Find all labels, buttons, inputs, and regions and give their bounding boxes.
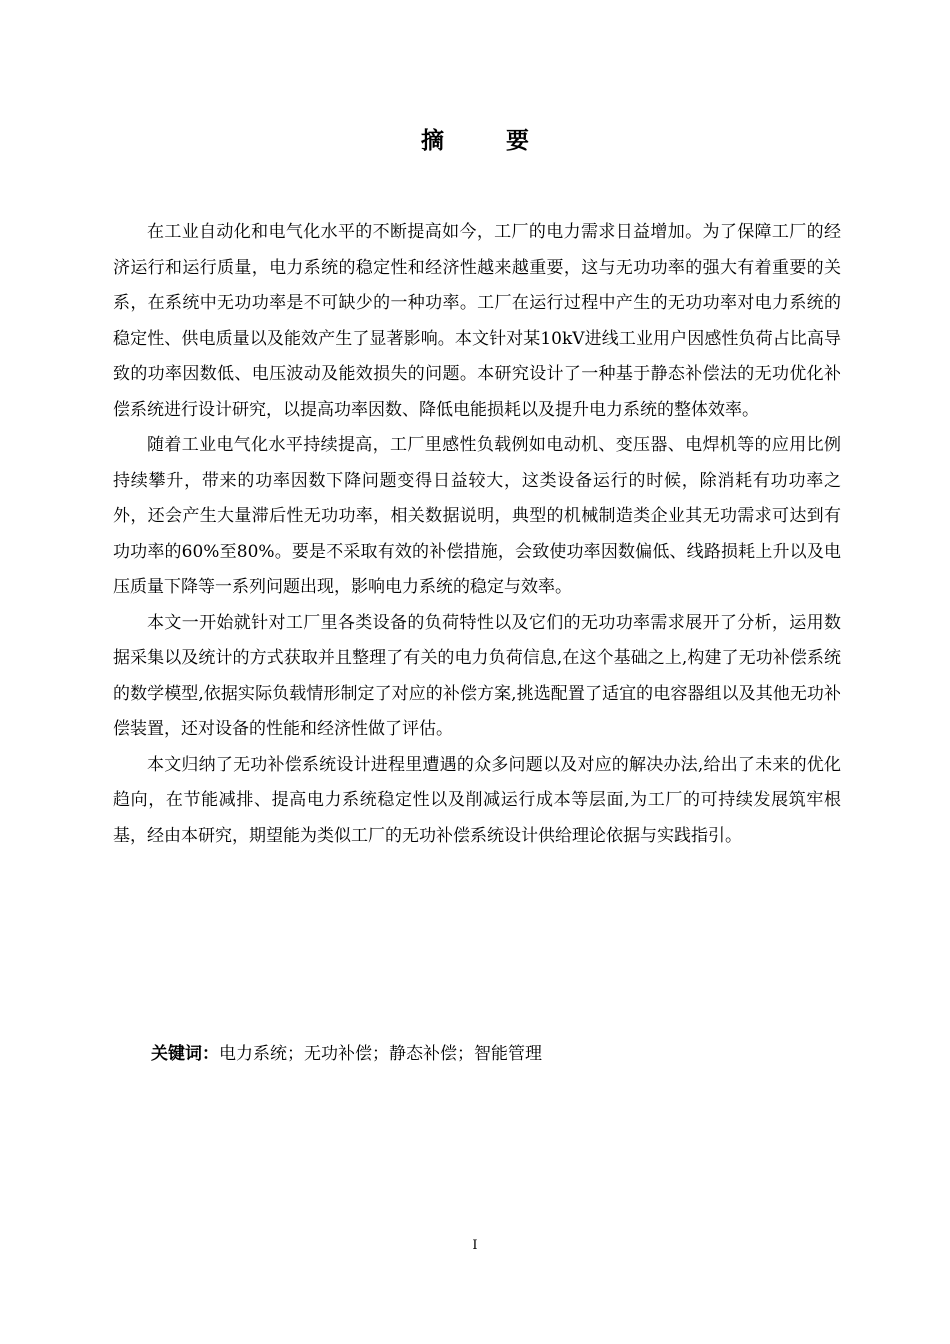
- page-number: I: [472, 1238, 478, 1253]
- keywords-value: 电力系统；无功补偿；静态补偿；智能管理: [219, 1044, 542, 1064]
- keywords-label: 关键词：: [151, 1044, 219, 1064]
- abstract-paragraph-1: 在工业自动化和电气化水平的不断提高如今，工厂的电力需求日益增加。为了保障工厂的经济运行和运行质量，电力系统的稳定性和经济性越来越重要，这与无功功率的强大有着重要的关系，在系统中无功功率是不可缺少的一种功率。工厂在运行过程中产生的无功功率对电力系统的稳定性、供电质量以及能效产生了显著影响。本文针对某10kV进线工业用户因感性负荷占比高导致的功率因数低、电压波动及能效损失的问题。本研究设计了一种基于静态补偿法的无功优化补偿系统进行设计研究，以提高功率因数、降低电能损耗以及提升电力系统的整体效率。: [113, 222, 841, 420]
- abstract-title: 摘 要: [420, 128, 556, 154]
- abstract-body: [113, 215, 841, 854]
- keywords-line: [151, 1039, 841, 1069]
- abstract-paragraph-4: 本文归纳了无功补偿系统设计进程里遭遇的众多问题以及对应的解决办法,给出了未来的优化趋向，在节能减排、提高电力系统稳定性以及削减运行成本等层面,为工厂的可持续发展筑牢根基，经由本研究，期望能为类似工厂的无功补偿系统设计供给理论依据与实践指引。: [113, 754, 841, 846]
- abstract-paragraph-2: 随着工业电气化水平持续提高，工厂里感性负载例如电动机、变压器、电焊机等的应用比例持续攀升，带来的功率因数下降问题变得日益较大，这类设备运行的时候，除消耗有功功率之外，还会产生大量滞后性无功功率，相关数据说明，典型的机械制造类企业其无功需求可达到有功功率的60%至80%。要是不采取有效的补偿措施，会致使功率因数偏低、线路损耗上升以及电压质量下降等一系列问题出现，影响电力系统的稳定与效率。: [113, 435, 841, 597]
- abstract-paragraph-3: 本文一开始就针对工厂里各类设备的负荷特性以及它们的无功功率需求展开了分析，运用数据采集以及统计的方式获取并且整理了有关的电力负荷信息,在这个基础之上,构建了无功补偿系统的数学模型,依据实际负载情形制定了对应的补偿方案,挑选配置了适宜的电容器组以及其他无功补偿装置，还对设备的性能和经济性做了评估。: [113, 612, 841, 739]
